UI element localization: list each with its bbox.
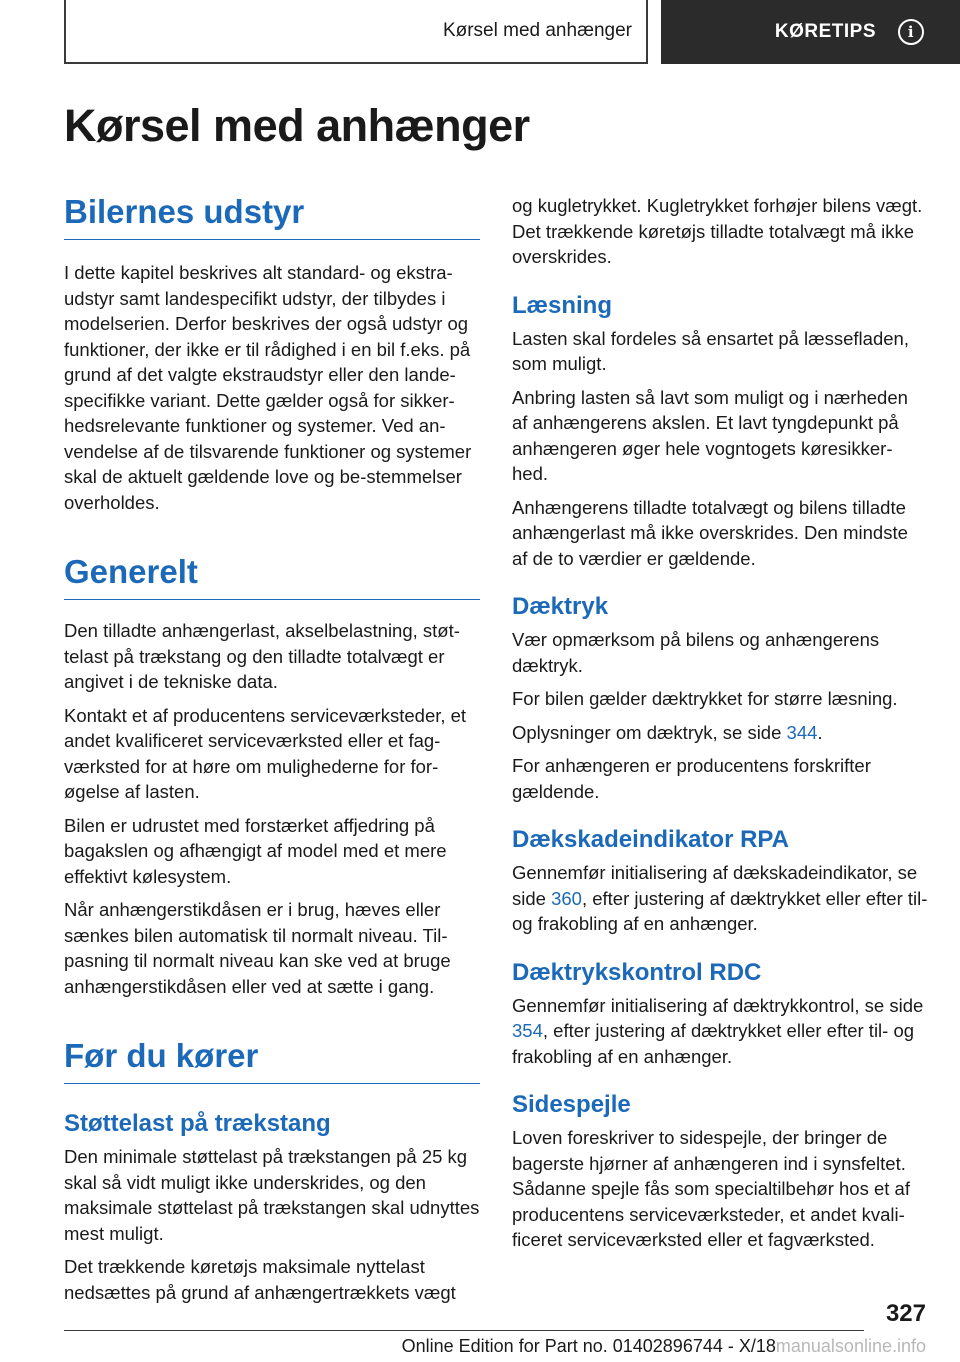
paragraph: Den minimale støttelast på trækstangen på 25 kg skal så vidt muligt ikke underskrides, og den maksimale støttelast på trækstangen skal udnyttes mest muligt. <box>64 1146 480 1244</box>
subheading-rdc: Dæktrykskontrol RDC <box>512 958 762 986</box>
paragraph: Anhængerens tilladte totalvægt og bilens tilladte anhængerlast må ikke overskrides. Den mindste af de to værdier er gældende. <box>512 496 908 569</box>
right-column <box>512 193 928 1261</box>
paragraph <box>512 993 928 1070</box>
page-number: 327 <box>885 1300 926 1327</box>
paragraph: Loven foreskriver to sidespejle, der bringer de bagerste hjørner af anhængeren ind i synsfeltet. Sådanne spejle fås som specialtilbehør hos et af producentens serviceværksteder, et andet kvali-ficeret serviceværksted eller et fagværksted. <box>512 1127 910 1250</box>
paragraph: Anbring lasten så lavt som muligt og i nærheden af anhængerens akslen. Et lavt tyngdepunkt på anhængeren øger hele vogntogets køresikker-hed. <box>512 386 908 484</box>
page-title: Kørsel med anhænger <box>64 100 530 151</box>
paragraph: For anhængeren er producentens forskrifter gældende. <box>512 755 871 802</box>
left-column <box>64 193 480 1313</box>
paragraph: Lasten skal fordeles så ensartet på læssefladen, som muligt. <box>512 327 909 374</box>
header-section-tab <box>64 0 648 64</box>
info-icon[interactable]: i <box>898 19 924 45</box>
footer-edition <box>402 1336 926 1357</box>
page-link-360[interactable]: 360 <box>551 887 582 909</box>
paragraph: For bilen gælder dæktrykket for større læsning. <box>512 688 898 709</box>
text: , efter justering af dæktrykket eller efter til- og frakobling af en anhænger. <box>512 887 928 934</box>
paragraph: Det trækkende køretøjs maksimale nyttelast nedsættes på grund af anhængertrækkets vægt <box>64 1256 456 1303</box>
paragraph: Vær opmærksom på bilens og anhængerens dæktryk. <box>512 629 880 676</box>
subheading-laesning: Læsning <box>512 291 612 319</box>
heading-for-du-korer: Før du kører <box>64 1037 480 1084</box>
subheading-daektryk: Dæktryk <box>512 593 609 620</box>
watermark: manualsonline.info <box>775 1336 926 1356</box>
header-chapter-title: KØRETIPS <box>774 21 876 42</box>
heading-bilernes-udstyr: Bilernes udstyr <box>64 193 480 240</box>
text: Oplysninger om dæktryk, se side <box>512 721 787 743</box>
header-chapter-tab[interactable] <box>661 0 960 64</box>
edition-text: Online Edition for Part no. 01402896744 - X/18 <box>401 1336 776 1356</box>
text: Gennemfør initialisering af dæktrykkontrol, se side <box>512 994 924 1016</box>
subheading-rpa: Dækskadeindikator RPA <box>512 826 789 853</box>
text: . <box>817 721 823 743</box>
paragraph: Den tilladte anhængerlast, akselbelastning, støt-telast på trækstang og den tilladte totalvægt er angivet i de tekniske data. <box>64 620 460 692</box>
paragraph: Bilen er udrustet med forstærket affjedring på bagakslen og afhængigt af model med et mere effektivt kølesystem. <box>64 814 447 887</box>
paragraph: Kontakt et af producentens serviceværksteder, et andet kvalificeret serviceværksted eller et fag-værksted for at høre om mulighederne for for-øgelse af lasten. <box>64 704 467 802</box>
text: , efter justering af dæktrykket eller efter til- og frakobling af en anhænger. <box>512 1020 915 1067</box>
heading-generelt: Generelt <box>64 553 480 600</box>
subheading-stottelast: Støttelast på trækstang <box>64 1110 331 1137</box>
page-link-354[interactable]: 354 <box>512 1020 543 1041</box>
paragraph <box>512 860 928 937</box>
paragraph: Når anhængerstikdåsen er i brug, hæves eller sænkes bilen automatisk til normalt niveau. Til-pasning til normalt niveau kan ske ved at bruge anhængerstikdåsen eller ved at sætte i gang. <box>64 899 451 997</box>
text: Gennemfør initialisering af dækskadeindikator, se side <box>512 862 918 909</box>
page-link-344[interactable]: 344 <box>786 721 818 743</box>
subheading-sidespejle: Sidespejle <box>512 1091 631 1118</box>
paragraph <box>512 720 928 746</box>
paragraph: I dette kapitel beskrives alt standard- og ekstra-udstyr samt landespecifikt udstyr, der tilbydes i modelserien. Derfor beskrives der også udstyr og funktioner, der ikke er til rådighed i en bil f.eks. på grund af det valgte ekstraudstyr eller den lande-specifikke variant. Dette gælder også for sikker-hedsrelevante funktioner og systemer. Ved an-vendelse af de tilsvarende funktioner og systemer skal de aktuelt gældende love og be-stemmelser overholdes. <box>64 262 472 513</box>
header-section-title: Kørsel med anhænger <box>442 20 632 41</box>
footer-divider <box>64 1330 864 1331</box>
paragraph: og kugletrykket. Kugletrykket forhøjer bilens vægt. Det trækkende køretøjs tilladte totalvægt må ikke overskrides. <box>512 195 923 267</box>
